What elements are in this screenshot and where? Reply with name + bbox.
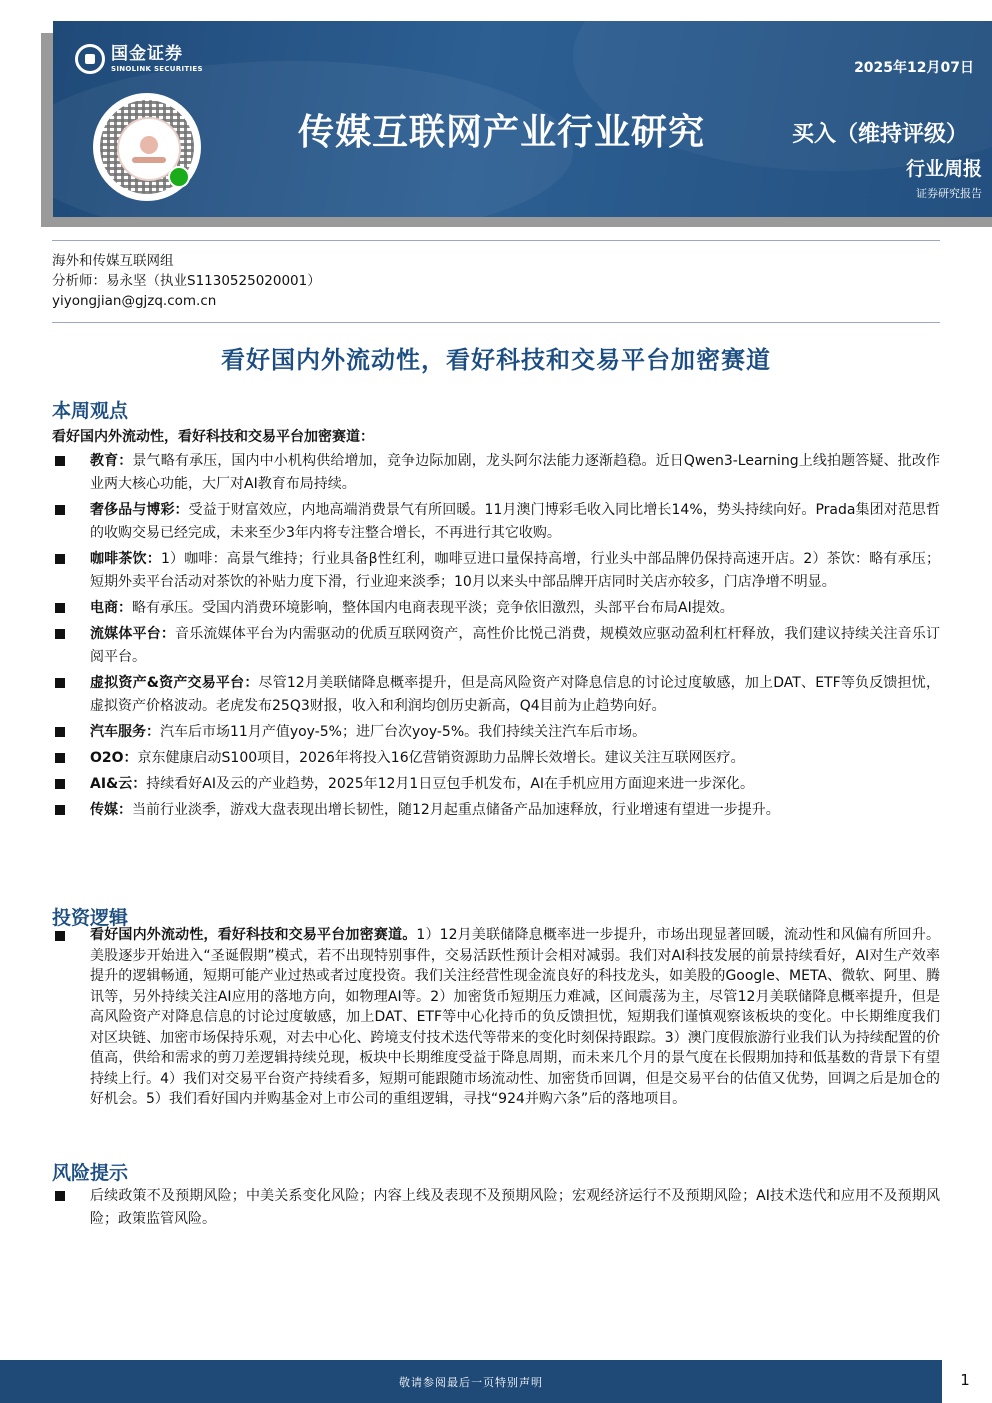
divider [52, 240, 940, 241]
item-label: 汽车服务： [90, 724, 160, 740]
item-text: 1）咖啡：高景气维持；行业具备β性红利，咖啡豆进口量保持高增，行业头中部品牌仍保持高速开店。2）茶饮：略有承压；短期外卖平台活动对茶饮的补贴力度下滑，行业迎来淡季；10月以来头中部品牌开店同时关店亦较多，门店净增不明显。 [90, 551, 940, 590]
report-date: 2025年12月07日 [854, 60, 974, 76]
bullet-square-icon [55, 554, 65, 564]
item-label: 传媒： [90, 802, 132, 818]
mini-program-icon [168, 166, 190, 188]
company-logo [75, 44, 203, 74]
logo-icon [75, 44, 105, 74]
report-title: 传媒互联网产业行业研究 [298, 112, 706, 153]
weekly-lead: 看好国内外流动性，看好科技和交易平台加密赛道： [52, 429, 374, 445]
page-number: 1 [960, 1371, 970, 1389]
list-item [52, 1185, 940, 1231]
item-text: 尽管12月美联储降息概率提升，但是高风险资产对降息信息的讨论过度敏感，加上DAT、ETF等负反馈担忧，虚拟资产价格波动。老虎发布25Q3财报，收入和利润均创历史新高，Q4目前为止趋势向好。 [90, 675, 940, 714]
bullet-square-icon [55, 1191, 65, 1201]
bullet-square-icon [55, 727, 65, 737]
analyst-group: 海外和传媒互联网组 [52, 253, 174, 269]
bullet-square-icon [55, 603, 65, 613]
rating-badge: 买入（维持评级） [792, 122, 969, 147]
item-text: 当前行业淡季，游戏大盘表现出增长韧性，随12月起重点储备产品加速释放，行业增速有望进一步提升。 [132, 802, 780, 818]
list-item [52, 548, 940, 594]
weekly-bullet-list [52, 450, 940, 825]
logo-name-en: SINOLINK SECURITIES [111, 64, 203, 73]
item-text: 京东健康启动S100项目，2026年将投入16亿营销资源助力品牌长效增长。建议关注互联网医疗。 [137, 750, 745, 766]
divider [52, 322, 940, 323]
headline: 看好国内外流动性，看好科技和交易平台加密赛道 [221, 346, 771, 374]
logo-name-cn: 国金证券 [111, 43, 183, 64]
item-text: 1）12月美联储降息概率进一步提升，市场出现显著回暖，流动性和风偏有所回升。美股逐步开始进入“圣诞假期”模式，若不出现特别事件，交易活跃性预计会相对减弱。我们对AI科技发展的前景持续看好，AI对生产效率提升的逻辑畅通，短期可能产业过热或者过度投资。我们关注经营性现金流良好的科技龙头，如美股的Google、META、微软、阿里、腾讯等，另外持续关注AI应用的落地方向，如物理AI等。2）加密货币短期压力难减，区间震荡为主，尽管12月美联储降息概率提升，但是高风险资产对降息信息的讨论过度敏感，加上DAT、ETF等中心化持币的负反馈担忧，短期我们谨慎观察该板块的变化。中长期维度我们对区块链、加密市场保持乐观，对去中心化、跨境支付技术迭代等带来的变化时刻保持跟踪。3）澳门度假旅游行业我们认为持续配置的价值高，供给和需求的剪刀差逻辑持续兑现，板块中长期维度受益于降息周期，而未来几个月的景气度在长假期加持和低基数的背景下有望持续上行。4）我们对交易平台资产持续看多，短期可能跟随市场流动性、加密货币回调，但是交易平台的估值又优势，回调之后是加仓的好机会。5）我们看好国内并购基金对上市公司的重组逻辑，寻找“924并购六条”后的落地项目。 [90, 927, 940, 1107]
list-item [52, 623, 940, 669]
bullet-square-icon [55, 629, 65, 639]
item-text: 略有承压。受国内消费环境影响，整体国内电商表现平淡；竞争依旧激烈，头部平台布局AI提效。 [132, 600, 734, 616]
bullet-square-icon [55, 678, 65, 688]
list-item [52, 721, 940, 744]
logic-bullet-list [52, 925, 940, 1113]
item-text: 汽车后市场11月产值yoy-5%；进厂台次yoy-5%。我们持续关注汽车后市场。 [160, 724, 647, 740]
item-label: 奢侈品与博彩： [90, 502, 189, 518]
list-item [52, 450, 940, 496]
footer-bar [0, 1360, 942, 1403]
item-label: 咖啡茶饮： [90, 551, 161, 567]
item-label: 电商： [90, 600, 132, 616]
list-item [52, 672, 940, 718]
list-item [52, 799, 940, 822]
bullet-square-icon [55, 456, 65, 466]
section-title-logic: 投资逻辑 [52, 907, 129, 929]
list-item [52, 597, 940, 620]
list-item [52, 773, 940, 796]
item-label: 虚拟资产&资产交易平台： [90, 675, 259, 691]
bullet-square-icon [55, 931, 65, 941]
section-title-weekly: 本周观点 [52, 400, 129, 422]
item-text: 受益于财富效应，内地高端消费景气有所回暖。11月澳门博彩毛收入同比增长14%，势头持续向好。Prada集团对范思哲的收购交易已经完成，未来至少3年内将专注整合增长，不再进行其它收购。 [90, 502, 940, 541]
analyst-email[interactable]: yiyongjian@gjzq.com.cn [52, 293, 217, 309]
bullet-square-icon [55, 753, 65, 763]
item-label: AI&云： [90, 776, 147, 792]
item-label: 流媒体平台： [90, 626, 176, 642]
list-item [52, 747, 940, 770]
bullet-square-icon [55, 505, 65, 515]
section-title-risk: 风险提示 [52, 1162, 129, 1184]
item-label: 看好国内外流动性，看好科技和交易平台加密赛道。 [90, 927, 417, 943]
item-label: O2O： [90, 750, 138, 766]
analyst-info [52, 251, 321, 311]
item-text: 持续看好AI及云的产业趋势，2025年12月1日豆包手机发布，AI在手机应用方面迎来进一步深化。 [146, 776, 755, 792]
item-text: 音乐流媒体平台为内需驱动的优质互联网资产，高性价比悦己消费，规模效应驱动盈利杠杆释放，我们建议持续关注音乐订阅平台。 [90, 626, 941, 665]
bullet-square-icon [55, 779, 65, 789]
item-text: 后续政策不及预期风险；中美关系变化风险；内容上线及表现不及预期风险；宏观经济运行不及预期风险；AI技术迭代和应用不及预期风险；政策监管风险。 [90, 1188, 940, 1227]
list-item [52, 499, 940, 545]
analyst-name: 分析师：易永坚（执业S1130525020001） [52, 273, 321, 289]
item-label: 教育： [90, 453, 133, 469]
report-category: 证券研究报告 [916, 187, 982, 200]
item-text: 景气略有承压，国内中小机构供给增加，竞争边际加剧，龙头阿尔法能力逐渐趋稳。近日Qwen3-Learning上线拍题答疑、批改作业两大核心功能，大厂对AI教育布局持续。 [90, 453, 940, 492]
risk-bullet-list [52, 1185, 940, 1234]
footer-disclaimer: 敬请参阅最后一页特别声明 [399, 1375, 543, 1389]
list-item [52, 925, 940, 1110]
bullet-square-icon [55, 805, 65, 815]
report-type: 行业周报 [905, 158, 982, 180]
